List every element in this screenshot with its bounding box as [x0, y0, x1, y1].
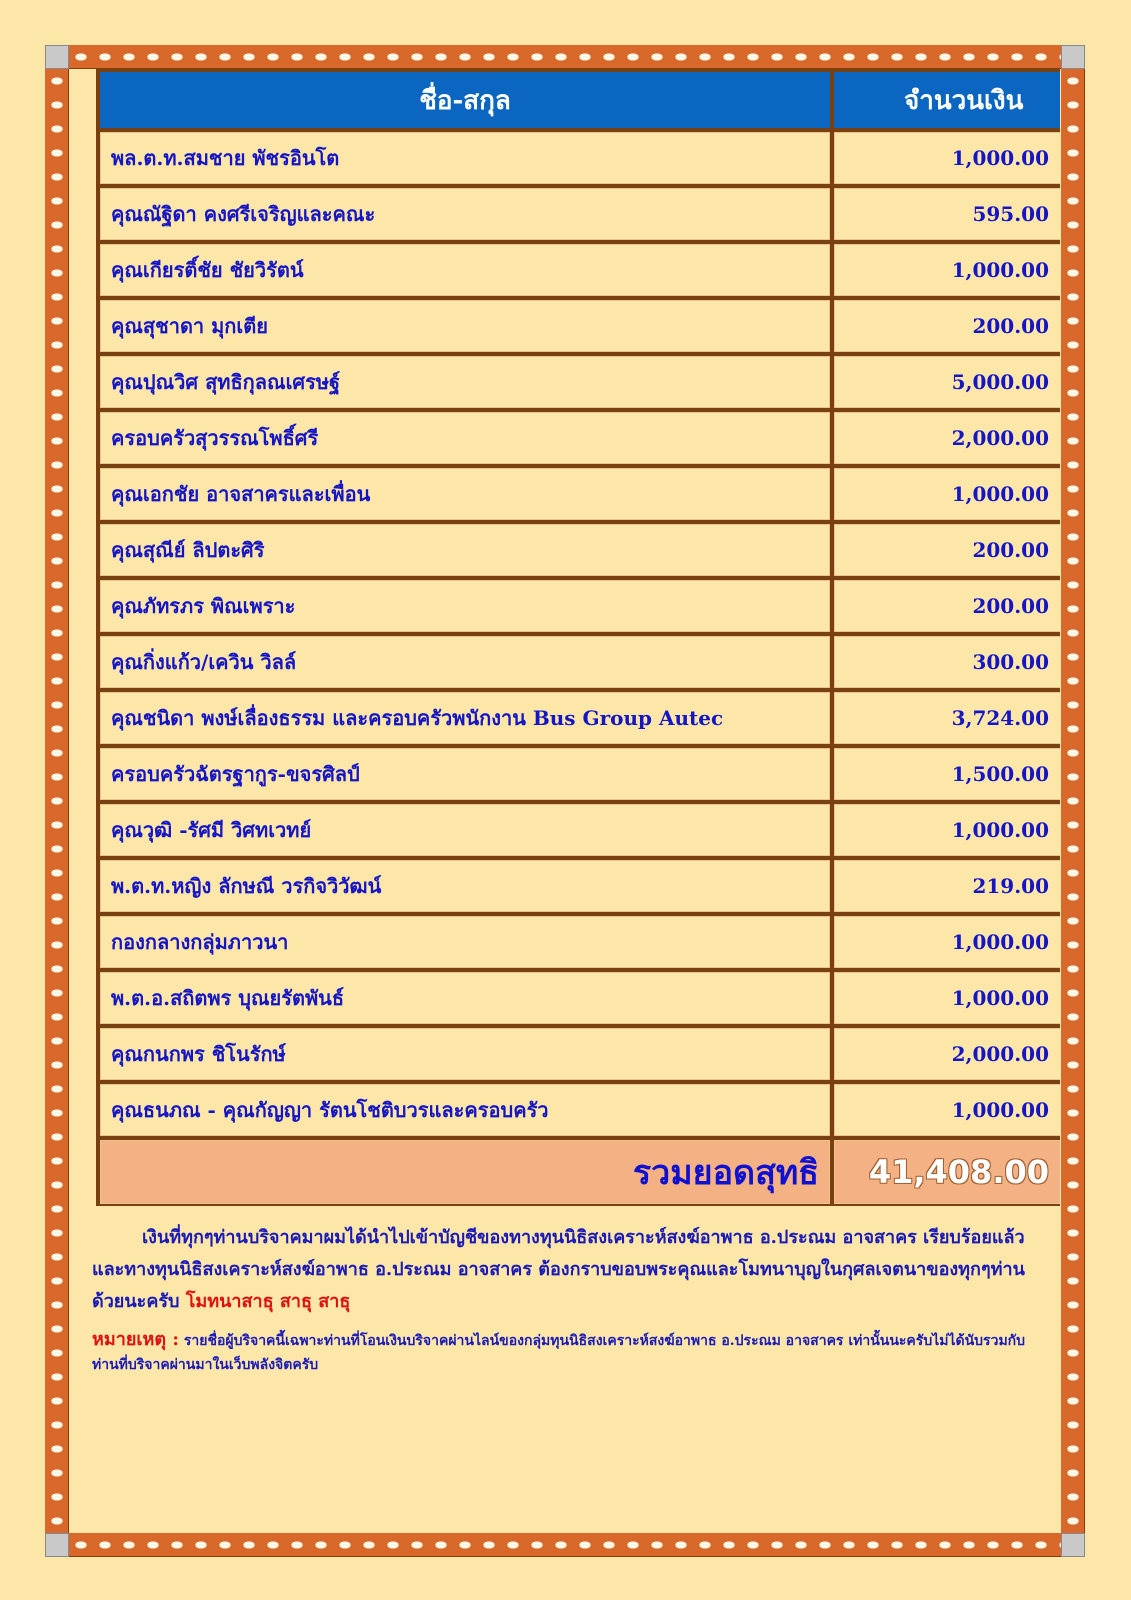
corner-ornament — [45, 45, 69, 69]
table-header-row — [100, 72, 1060, 128]
frame-border-top — [45, 45, 1085, 69]
frame-border-right — [1061, 45, 1085, 1557]
donor-name: พ.ต.ท.หญิง ลักษณี วรกิจวิวัฒน์ — [100, 860, 830, 912]
table-body — [100, 132, 1060, 1136]
table-row — [100, 132, 1060, 184]
table-row — [100, 692, 1060, 744]
donation-amount: 300.00 — [834, 636, 1060, 688]
donor-name: คุณเกียรติ์ชัย ชัยวิรัตน์ — [100, 244, 830, 296]
donor-name: ครอบครัวสุวรรณโพธิ์ศรี — [100, 412, 830, 464]
donor-name: กองกลางกลุ่มภาวนา — [100, 916, 830, 968]
column-header-amount: จำนวนเงิน — [834, 72, 1060, 128]
table-row — [100, 524, 1060, 576]
table-row — [100, 748, 1060, 800]
corner-ornament — [45, 1533, 69, 1557]
donation-amount: 1,000.00 — [834, 244, 1060, 296]
frame-border-left — [45, 45, 69, 1557]
table-row — [100, 916, 1060, 968]
donation-amount: 219.00 — [834, 860, 1060, 912]
table-row — [100, 860, 1060, 912]
corner-ornament — [1061, 1533, 1085, 1557]
paragraph-highlight: โมทนาสาธุ สาธุ สาธุ — [185, 1291, 351, 1312]
donor-name: คุณปุณวิศ สุทธิกุลณเศรษฐ์ — [100, 356, 830, 408]
remark-label: หมายเหตุ : — [92, 1329, 180, 1350]
remark-note — [92, 1328, 1037, 1377]
donor-name: คุณกิ่งแก้ว/เควิน วิลล์ — [100, 636, 830, 688]
donor-name: คุณวุฒิ -รัศมี วิศทเวทย์ — [100, 804, 830, 856]
donor-name: คุณกนกพร ชิโนรักษ์ — [100, 1028, 830, 1080]
table-row — [100, 972, 1060, 1024]
donor-name: คุณภัทรภร พิณเพราะ — [100, 580, 830, 632]
table-row — [100, 580, 1060, 632]
paragraph-text: เงินที่ทุกๆท่านบริจาคมาผมได้นำไปเข้าบัญชีของทางทุนนิธิสงเคราะห์สงฆ์อาพาธ อ.ประณม อาจสาคร เรียบร้อยแล้ว และทางทุนนิธิสงเคราะห์สงฆ์อาพาธ อ.ประณม อาจสาคร ต้องกราบขอบพระคุณและโมทนาบุญในกุศลเจตนาของทุกๆท่านด้วยนะครับ — [92, 1227, 1025, 1312]
table-row — [100, 356, 1060, 408]
donor-name: พล.ต.ท.สมชาย พัชรอินโต — [100, 132, 830, 184]
total-row — [100, 1140, 1060, 1204]
column-header-name: ชื่อ-สกุล — [100, 72, 830, 128]
donation-table — [96, 68, 1060, 1206]
donation-amount: 1,000.00 — [834, 916, 1060, 968]
donation-amount: 3,724.00 — [834, 692, 1060, 744]
donor-name: คุณธนภณ - คุณกัญญา รัตนโชติบวรและครอบครัว — [100, 1084, 830, 1136]
thank-you-paragraph — [92, 1222, 1032, 1318]
donation-amount: 200.00 — [834, 300, 1060, 352]
donation-amount: 200.00 — [834, 524, 1060, 576]
donor-name: พ.ต.อ.สถิตพร บุณยรัตพันธ์ — [100, 972, 830, 1024]
donation-amount: 1,500.00 — [834, 748, 1060, 800]
table-row — [100, 300, 1060, 352]
corner-ornament — [1061, 45, 1085, 69]
table-row — [100, 244, 1060, 296]
table-row — [100, 188, 1060, 240]
donor-name: คุณสุณีย์ ลิปตะศิริ — [100, 524, 830, 576]
table-row — [100, 636, 1060, 688]
donation-amount: 1,000.00 — [834, 972, 1060, 1024]
donation-amount: 2,000.00 — [834, 1028, 1060, 1080]
table-row — [100, 412, 1060, 464]
donor-name: คุณณัฐิดา คงศรีเจริญและคณะ — [100, 188, 830, 240]
donor-name: คุณชนิดา พงษ์เลื่องธรรม และครอบครัวพนักงาน Bus Group Autec — [100, 692, 830, 744]
total-label: รวมยอดสุทธิ — [100, 1140, 830, 1204]
donation-amount: 200.00 — [834, 580, 1060, 632]
donation-amount: 1,000.00 — [834, 1084, 1060, 1136]
donation-amount: 1,000.00 — [834, 804, 1060, 856]
remark-text: รายชื่อผู้บริจาคนี้เฉพาะท่านที่โอนเงินบริจาคผ่านไลน์ของกลุ่มทุนนิธิสงเคราะห์สงฆ์อาพาธ อ.ประณม อาจสาคร เท่านั้นนะครับไม่ได้นับรวมกับท่านที่บริจาคผ่านมาในเว็บพลังจิตครับ — [92, 1333, 1026, 1373]
table-row — [100, 468, 1060, 520]
donation-amount: 2,000.00 — [834, 412, 1060, 464]
donation-amount: 1,000.00 — [834, 468, 1060, 520]
donor-name: คุณสุชาดา มุกเตีย — [100, 300, 830, 352]
donation-amount: 5,000.00 — [834, 356, 1060, 408]
table-row — [100, 1084, 1060, 1136]
donation-amount: 1,000.00 — [834, 132, 1060, 184]
donor-name: คุณเอกชัย อาจสาครและเพื่อน — [100, 468, 830, 520]
donation-amount: 595.00 — [834, 188, 1060, 240]
donation-table-container — [96, 68, 1060, 1206]
total-value: 41,408.00 — [834, 1140, 1060, 1204]
frame-border-bottom — [45, 1533, 1085, 1557]
table-row — [100, 1028, 1060, 1080]
table-row — [100, 804, 1060, 856]
donor-name: ครอบครัวฉัตรฐากูร-ขจรศิลป์ — [100, 748, 830, 800]
